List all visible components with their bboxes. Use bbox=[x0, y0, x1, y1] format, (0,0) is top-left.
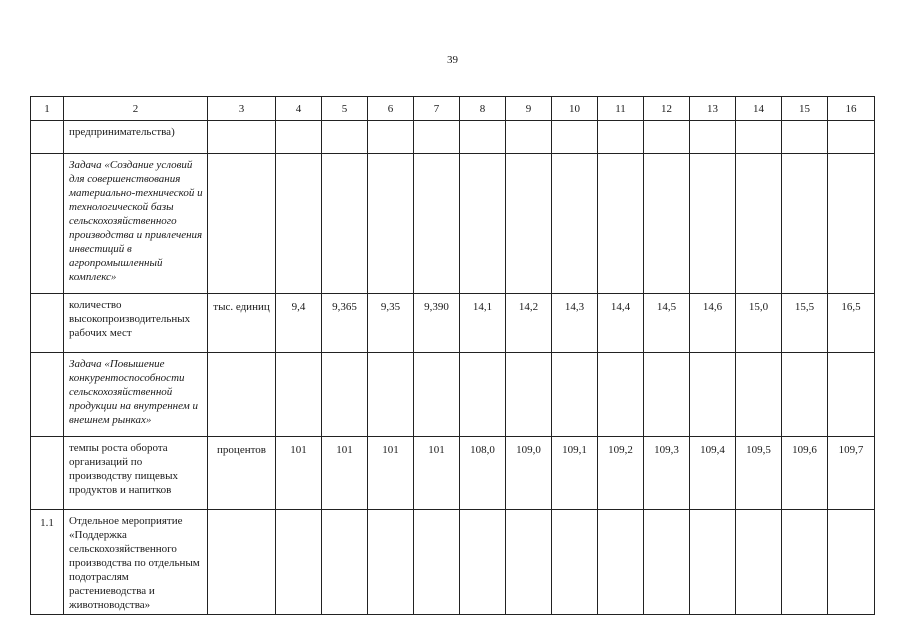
row-value-cell bbox=[598, 353, 644, 437]
row-value-cell bbox=[644, 121, 690, 154]
row-value-cell bbox=[368, 154, 414, 294]
column-header: 7 bbox=[414, 97, 460, 121]
column-header: 10 bbox=[552, 97, 598, 121]
row-value-cell: 14,3 bbox=[552, 294, 598, 353]
row-index-cell: 1.1 bbox=[31, 510, 64, 615]
row-value-cell bbox=[276, 510, 322, 615]
row-description-cell: предпринимательства) bbox=[64, 121, 208, 154]
row-unit-cell: тыс. единиц bbox=[208, 294, 276, 353]
row-unit-cell bbox=[208, 121, 276, 154]
row-value-cell: 14,4 bbox=[598, 294, 644, 353]
row-index-cell bbox=[31, 294, 64, 353]
column-header: 4 bbox=[276, 97, 322, 121]
row-value-cell: 108,0 bbox=[460, 437, 506, 510]
row-value-cell bbox=[552, 154, 598, 294]
row-index-cell bbox=[31, 121, 64, 154]
table-row bbox=[31, 154, 875, 294]
row-index-cell bbox=[31, 437, 64, 510]
row-value-cell bbox=[460, 154, 506, 294]
row-index-cell bbox=[31, 154, 64, 294]
row-value-cell bbox=[782, 154, 828, 294]
row-value-cell bbox=[506, 353, 552, 437]
row-value-cell: 15,0 bbox=[736, 294, 782, 353]
row-value-cell: 109,7 bbox=[828, 437, 875, 510]
row-value-cell: 109,2 bbox=[598, 437, 644, 510]
row-value-cell bbox=[368, 510, 414, 615]
row-value-cell: 9,390 bbox=[414, 294, 460, 353]
column-header: 16 bbox=[828, 97, 875, 121]
row-index-cell bbox=[31, 353, 64, 437]
table-row bbox=[31, 121, 875, 154]
row-value-cell bbox=[828, 121, 875, 154]
row-description-cell: Отдельное мероприятие «Поддержка сельскохозяйственного производства по отдельным подотраслям растениеводства и животноводства» bbox=[64, 510, 208, 615]
row-value-cell bbox=[414, 154, 460, 294]
page-number: 39 bbox=[447, 54, 458, 66]
row-value-cell bbox=[414, 510, 460, 615]
row-value-cell bbox=[460, 121, 506, 154]
row-value-cell bbox=[782, 121, 828, 154]
row-value-cell: 14,5 bbox=[644, 294, 690, 353]
row-description-cell: темпы роста оборота организаций по производству пищевых продуктов и напитков bbox=[64, 437, 208, 510]
row-value-cell: 101 bbox=[414, 437, 460, 510]
row-value-cell bbox=[598, 121, 644, 154]
row-value-cell bbox=[322, 121, 368, 154]
row-value-cell bbox=[414, 121, 460, 154]
row-value-cell: 109,1 bbox=[552, 437, 598, 510]
row-value-cell: 9,35 bbox=[368, 294, 414, 353]
column-header: 12 bbox=[644, 97, 690, 121]
row-value-cell bbox=[552, 353, 598, 437]
column-header: 1 bbox=[31, 97, 64, 121]
data-table bbox=[30, 96, 875, 615]
row-value-cell bbox=[276, 353, 322, 437]
row-value-cell bbox=[736, 121, 782, 154]
row-description-cell: количество высокопроизводительных рабочих мест bbox=[64, 294, 208, 353]
row-value-cell bbox=[506, 154, 552, 294]
row-value-cell bbox=[414, 353, 460, 437]
row-value-cell bbox=[598, 510, 644, 615]
row-value-cell bbox=[276, 154, 322, 294]
header-row bbox=[31, 97, 875, 121]
column-header: 5 bbox=[322, 97, 368, 121]
column-header: 15 bbox=[782, 97, 828, 121]
row-value-cell: 9,365 bbox=[322, 294, 368, 353]
row-value-cell bbox=[598, 154, 644, 294]
row-value-cell: 9,4 bbox=[276, 294, 322, 353]
row-unit-cell: процентов bbox=[208, 437, 276, 510]
row-value-cell: 14,2 bbox=[506, 294, 552, 353]
column-header: 2 bbox=[64, 97, 208, 121]
column-header: 3 bbox=[208, 97, 276, 121]
column-header: 11 bbox=[598, 97, 644, 121]
row-value-cell bbox=[322, 510, 368, 615]
row-value-cell: 109,3 bbox=[644, 437, 690, 510]
table-row bbox=[31, 353, 875, 437]
column-header: 6 bbox=[368, 97, 414, 121]
row-unit-cell bbox=[208, 353, 276, 437]
row-value-cell bbox=[736, 154, 782, 294]
row-value-cell bbox=[368, 353, 414, 437]
row-value-cell bbox=[644, 154, 690, 294]
row-value-cell bbox=[828, 510, 875, 615]
row-value-cell: 101 bbox=[368, 437, 414, 510]
row-value-cell bbox=[460, 353, 506, 437]
row-value-cell bbox=[690, 510, 736, 615]
row-value-cell bbox=[782, 510, 828, 615]
row-value-cell: 101 bbox=[276, 437, 322, 510]
row-value-cell bbox=[552, 121, 598, 154]
row-value-cell: 16,5 bbox=[828, 294, 875, 353]
row-value-cell bbox=[322, 154, 368, 294]
row-value-cell bbox=[736, 510, 782, 615]
table-row bbox=[31, 510, 875, 615]
row-value-cell: 109,4 bbox=[690, 437, 736, 510]
row-value-cell: 109,0 bbox=[506, 437, 552, 510]
row-description-cell: Задача «Повышение конкурентоспособности сельскохозяйственной продукции на внутреннем и внешнем рынках» bbox=[64, 353, 208, 437]
row-value-cell bbox=[644, 353, 690, 437]
row-value-cell: 109,5 bbox=[736, 437, 782, 510]
row-value-cell bbox=[782, 353, 828, 437]
column-header: 9 bbox=[506, 97, 552, 121]
row-value-cell bbox=[552, 510, 598, 615]
row-value-cell bbox=[736, 353, 782, 437]
row-value-cell bbox=[828, 154, 875, 294]
row-value-cell bbox=[828, 353, 875, 437]
table-row bbox=[31, 437, 875, 510]
row-value-cell: 15,5 bbox=[782, 294, 828, 353]
column-header: 14 bbox=[736, 97, 782, 121]
row-value-cell bbox=[690, 353, 736, 437]
row-value-cell bbox=[368, 121, 414, 154]
row-unit-cell bbox=[208, 154, 276, 294]
row-value-cell: 109,6 bbox=[782, 437, 828, 510]
table-row bbox=[31, 294, 875, 353]
column-header: 8 bbox=[460, 97, 506, 121]
row-value-cell bbox=[690, 121, 736, 154]
row-value-cell bbox=[506, 121, 552, 154]
row-value-cell bbox=[276, 121, 322, 154]
row-value-cell bbox=[644, 510, 690, 615]
row-unit-cell bbox=[208, 510, 276, 615]
row-value-cell: 101 bbox=[322, 437, 368, 510]
row-value-cell bbox=[690, 154, 736, 294]
row-value-cell bbox=[506, 510, 552, 615]
row-value-cell bbox=[322, 353, 368, 437]
row-value-cell bbox=[460, 510, 506, 615]
row-value-cell: 14,1 bbox=[460, 294, 506, 353]
row-value-cell: 14,6 bbox=[690, 294, 736, 353]
column-header: 13 bbox=[690, 97, 736, 121]
row-description-cell: Задача «Создание условий для совершенствования материально-технической и технологической базы сельскохозяйственного производства и привлечения инвестиций в агропромышленный комплекс» bbox=[64, 154, 208, 294]
